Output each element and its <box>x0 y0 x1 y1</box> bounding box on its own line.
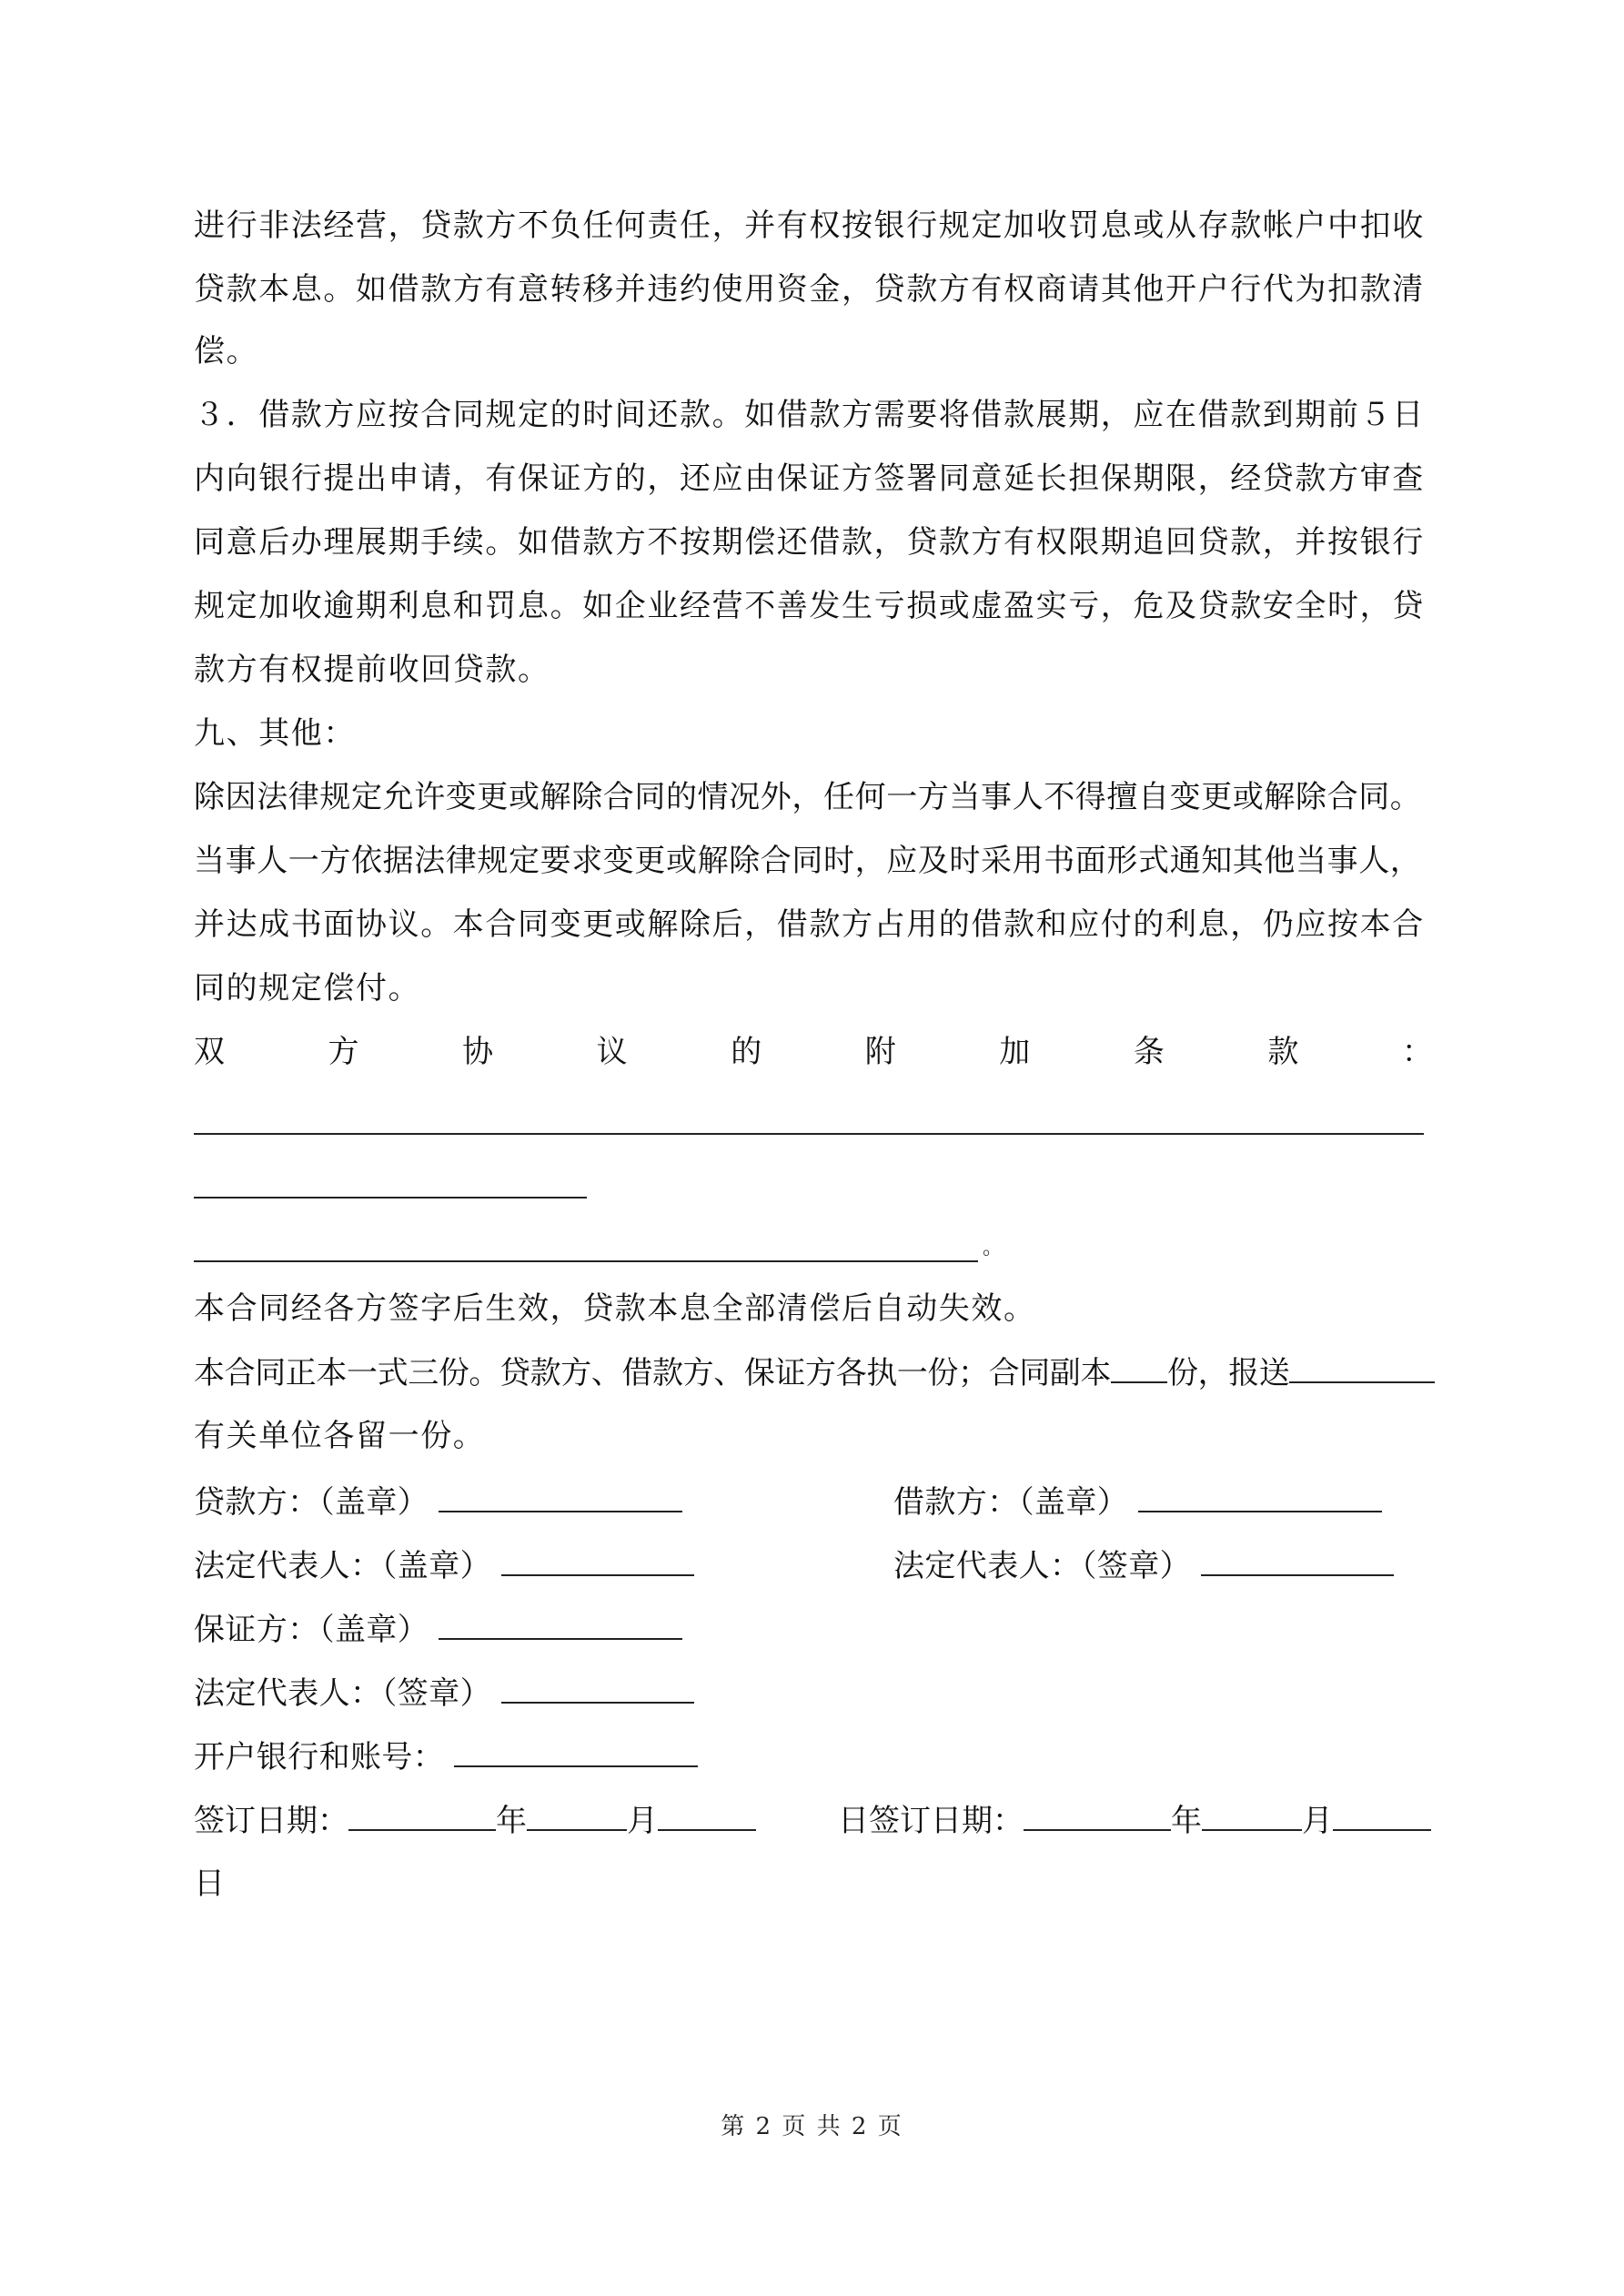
copies-text-2: 份，报送 <box>1167 1355 1290 1391</box>
label-char: 加 <box>999 1034 1031 1070</box>
borrower-label: 借款方：（盖章） <box>893 1484 1129 1521</box>
section-line: 当事人一方依据法律规定要求变更或解除合同时，应及时采用书面形式通知其他当事人， <box>194 843 1422 879</box>
lender-label: 贷款方：（盖章） <box>194 1484 429 1521</box>
label-char: 附 <box>864 1034 896 1070</box>
copies-text-1: 本合同正本一式三份。贷款方、借款方、保证方各执一份；合同副本 <box>194 1355 1111 1391</box>
lender-rep-signature-blank[interactable] <box>501 1547 694 1576</box>
report-to-blank[interactable] <box>1289 1354 1435 1383</box>
lender-signature <box>194 1483 682 1521</box>
label-char: 方 <box>328 1034 359 1070</box>
year-blank-1[interactable] <box>348 1802 496 1831</box>
signing-date-row <box>194 1802 1431 1839</box>
guarantor-label: 保证方：（盖章） <box>194 1612 429 1648</box>
body-line: 内向银行提出申请，有保证方的，还应由保证方签署同意延长担保期限，经贷款方审查 <box>194 460 1425 497</box>
section-heading: 九、其他： <box>194 715 356 752</box>
section-line: 除因法律规定允许变更或解除合同的情况外，任何一方当事人不得擅自变更或解除合同。 <box>194 779 1422 815</box>
bank-account-blank[interactable] <box>454 1738 698 1767</box>
borrower-signature <box>893 1483 1382 1521</box>
body-line: ３．借款方应按合同规定的时间还款。如借款方需要将借款展期，应在借款到期前５日 <box>194 397 1425 433</box>
effective-clause: 本合同经各方签字后生效，贷款本息全部清偿后自动失效。 <box>194 1290 1036 1327</box>
lender-rep-signature <box>194 1547 694 1584</box>
day-blank-2[interactable] <box>1333 1802 1431 1831</box>
body-line: 进行非法经营，贷款方不负任何责任，并有权按银行规定加收罚息或从存款帐户中扣收 <box>194 207 1425 244</box>
year-label-1: 年 <box>496 1803 527 1839</box>
borrower-rep-signature-blank[interactable] <box>1201 1547 1394 1576</box>
month-blank-1[interactable] <box>527 1802 627 1831</box>
section-line: 并达成书面协议。本合同变更或解除后，借款方占用的借款和应付的利息，仍应按本合 <box>194 906 1425 943</box>
date-label-1: 签订日期： <box>194 1803 348 1839</box>
bank-account <box>194 1738 698 1775</box>
guarantor-rep-signature-blank[interactable] <box>501 1674 694 1704</box>
lender-signature-blank[interactable] <box>439 1483 682 1512</box>
month-label-2: 月 <box>1302 1803 1333 1839</box>
body-line: 规定加收逾期利息和罚息。如企业经营不善发生亏损或虚盈实亏，危及贷款安全时，贷 <box>194 588 1425 624</box>
body-line: 同意后办理展期手续。如借款方不按期偿还借款，贷款方有权限期追回贷款，并按银行 <box>194 524 1425 561</box>
label-char: 双 <box>194 1034 225 1070</box>
day-blank-1[interactable] <box>658 1802 756 1831</box>
month-blank-2[interactable] <box>1202 1802 1302 1831</box>
label-char: 款 <box>1267 1034 1299 1070</box>
guarantor-rep-label: 法定代表人：（签章） <box>194 1675 491 1712</box>
label-char: ： <box>1401 1034 1433 1070</box>
body-line: 偿。 <box>194 333 259 369</box>
year-blank-2[interactable] <box>1024 1802 1171 1831</box>
additional-terms-blank-1[interactable] <box>194 1133 1424 1135</box>
guarantor-signature-blank[interactable] <box>439 1611 682 1640</box>
label-char: 议 <box>596 1034 628 1070</box>
page-number: 第 2 页 共 2 页 <box>721 2113 903 2140</box>
borrower-rep-label: 法定代表人：（签章） <box>893 1548 1191 1584</box>
copies-count-blank[interactable] <box>1111 1354 1167 1383</box>
borrower-rep-signature <box>893 1547 1394 1584</box>
date-label-2: 日签订日期： <box>838 1803 1024 1839</box>
additional-terms-blank-3[interactable] <box>194 1260 978 1262</box>
section-line: 同的规定偿付。 <box>194 970 421 1006</box>
month-label-1: 月 <box>627 1803 658 1839</box>
body-line: 款方有权提前收回贷款。 <box>194 652 550 688</box>
label-char: 的 <box>731 1034 762 1070</box>
bank-account-label: 开户银行和账号： <box>194 1739 445 1775</box>
guarantor-signature <box>194 1611 682 1648</box>
day-label-trailing: 日 <box>194 1866 227 1902</box>
copies-clause <box>194 1354 1435 1391</box>
additional-terms-label <box>194 1034 1433 1070</box>
guarantor-rep-signature <box>194 1674 694 1712</box>
copies-clause-line2: 有关单位各留一份。 <box>194 1418 486 1454</box>
label-char: 协 <box>462 1034 494 1070</box>
label-char: 条 <box>1133 1034 1165 1070</box>
body-line: 贷款本息。如借款方有意转移并违约使用资金，贷款方有权商请其他开户行代为扣款清 <box>194 271 1425 308</box>
borrower-signature-blank[interactable] <box>1138 1483 1382 1512</box>
year-label-2: 年 <box>1171 1803 1202 1839</box>
end-mark: 。 <box>983 1237 1004 1259</box>
additional-terms-blank-2[interactable] <box>194 1197 587 1199</box>
lender-rep-label: 法定代表人：（盖章） <box>194 1548 491 1584</box>
